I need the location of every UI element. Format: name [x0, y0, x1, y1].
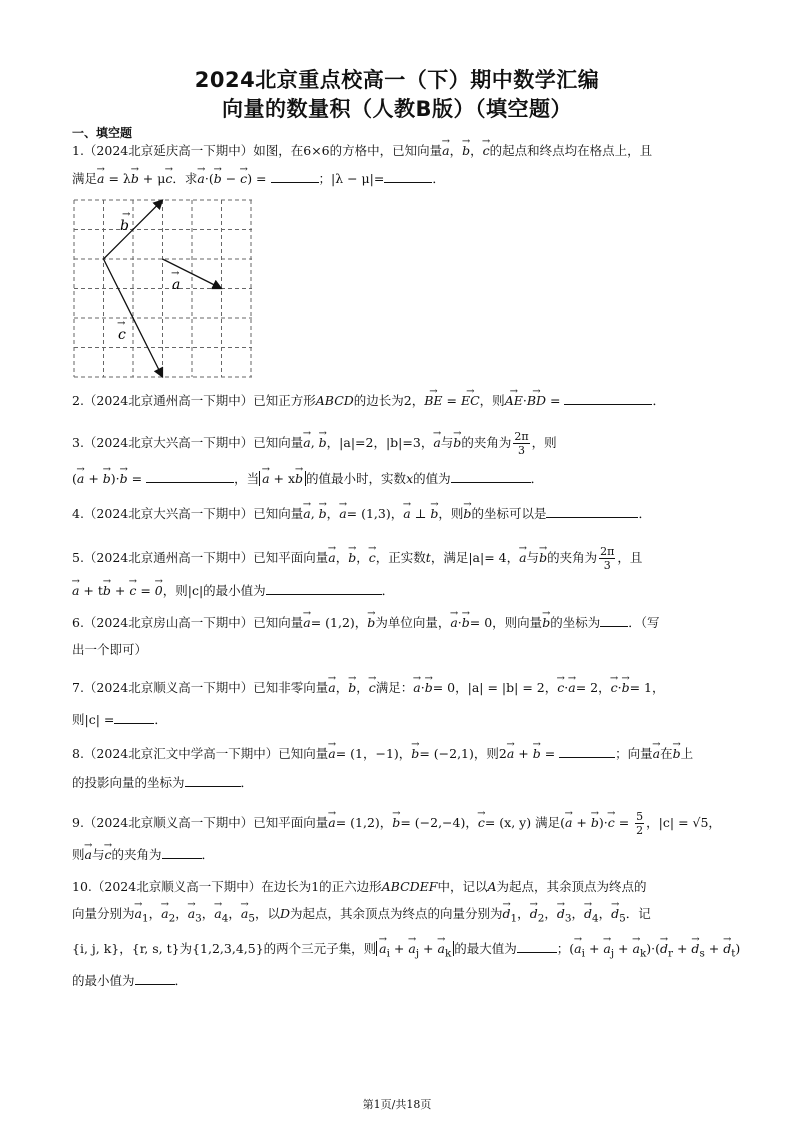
svg-text:→: → [122, 209, 131, 220]
question-10-line-2: 向量分别为→ $a_1$，→ $a_2$，→ $a_3$，→ $a_4$，→ $a_5$，以D为起点，其余顶点为终点的向量分别为→ $d_1$，→ $d_2$，→ $d_3$，→ $d_4$，→ $d_5$．记 [72, 905, 724, 928]
grid-lines [74, 200, 252, 377]
question-8-line-1: 8.（2024北京汇文中学高一下期中）已知向量→ a= (1，−1)，→ b= (−2,1)，则2→ a + → b = ；向量→ a在→ b上 [72, 745, 724, 763]
question-5-line-1: 5.（2024北京通州高一下期中）已知平面向量→ a，→ b，→ c，正实数t，满足|a|= 4，→ a与→ b的夹角为 $\frac{2\pi}{3}$ ，且 [72, 545, 724, 572]
question-1-line-2: 满足→ a = λ→ b + μ→ c．求→ a·(→ b − → c) = ；|λ − μ|= ． [72, 170, 724, 188]
question-9-line-2: 则→ a与→ c的夹角为 ． [72, 846, 724, 864]
question-10-line-4: 的最小值为 ． [72, 973, 188, 988]
section-heading: 一、填空题 [72, 126, 133, 140]
vector-b-label: b [120, 218, 129, 234]
question-9-line-1: 9.（2024北京顺义高一下期中）已知平面向量→ a= (1,2)，→ b= (−2,−4)，→ c= (x, y) 满足(→ a + → b)·→ c = $\frac{5}{2}$ ，|c| = √5， [72, 810, 724, 837]
document-subtitle: 向量的数量积（人教B版）（填空题） [221, 97, 572, 121]
question-7-line-2: 则|c| = ． [72, 712, 167, 727]
vector-a-label: a [172, 277, 181, 293]
question-2: 2.（2024北京通州高一下期中）已知正方形ABCD的边长为2，→ BE = → EC，则→ AE·→ BD = ． [72, 392, 724, 410]
question-6-line-1: 6.（2024北京房山高一下期中）已知向量→ a= (1,2)，→ b为单位向量，→ a·→ b= 0，则向量→ b的坐标为 ．（写 [72, 614, 724, 632]
question-10-line-3: {i, j, k}，{r, s, t}为{1,2,3,4,5}的两个三元子集，则→ $a_i$ + → $a_j$ + → $a_k$ 的最大值为 ；(→ $a_i$ + → $a_j$ + → $a_k)\cdot(\to d_r$ + → $d_s$ + → $d_t$) [72, 940, 724, 963]
question-1-line-1: 1.（2024北京延庆高一下期中）如图，在6×6的方格中，已知向量→ a，→ b，→ c的起点和终点均在格点上，且 [72, 142, 724, 160]
vector-c-label: c [118, 327, 126, 343]
vector-grid-figure [72, 198, 257, 383]
question-10-line-1: 10.（2024北京顺义高一下期中）在边长为1的正六边形ABCDEF中，记以A为起点，其余顶点为终点的 [72, 879, 647, 894]
question-7-line-1: 7.（2024北京顺义高一下期中）已知非零向量→ a，→ b，→ c满足：→ a·→ b= 0，|a| = |b| = 2，→ c·→ a= 2，→ c·→ b= 1， [72, 679, 724, 697]
question-4: 4.（2024北京大兴高一下期中）已知向量→ a, → b，→ a= (1,3)，→ a ⊥ → b，则→ b的坐标可以是 ． [72, 505, 724, 523]
svg-text:→: → [171, 268, 180, 279]
svg-text:→: → [117, 318, 126, 329]
question-3-line-1: 3.（2024北京大兴高一下期中）已知向量→ a, → b，|a|=2，|b|=3，→ a与→ b的夹角为 $\frac{2\pi}{3}$ ，则 [72, 430, 724, 457]
question-8-line-2: 的投影向量的坐标为 ． [72, 775, 254, 790]
document-title: 2024北京重点校高一（下）期中数学汇编 [194, 68, 600, 92]
question-3-line-2: (→ a + → b)·→ b = ，当→ a + x→ b 的值最小时，实数x的值为 ． [72, 470, 724, 488]
question-5-line-2: → a + t→ b + → c = → 0，则|c|的最小值为 ． [72, 582, 724, 600]
page-number: 第1页/共18页 [362, 1098, 432, 1111]
question-6-line-2: 出一个即可） [72, 642, 148, 657]
